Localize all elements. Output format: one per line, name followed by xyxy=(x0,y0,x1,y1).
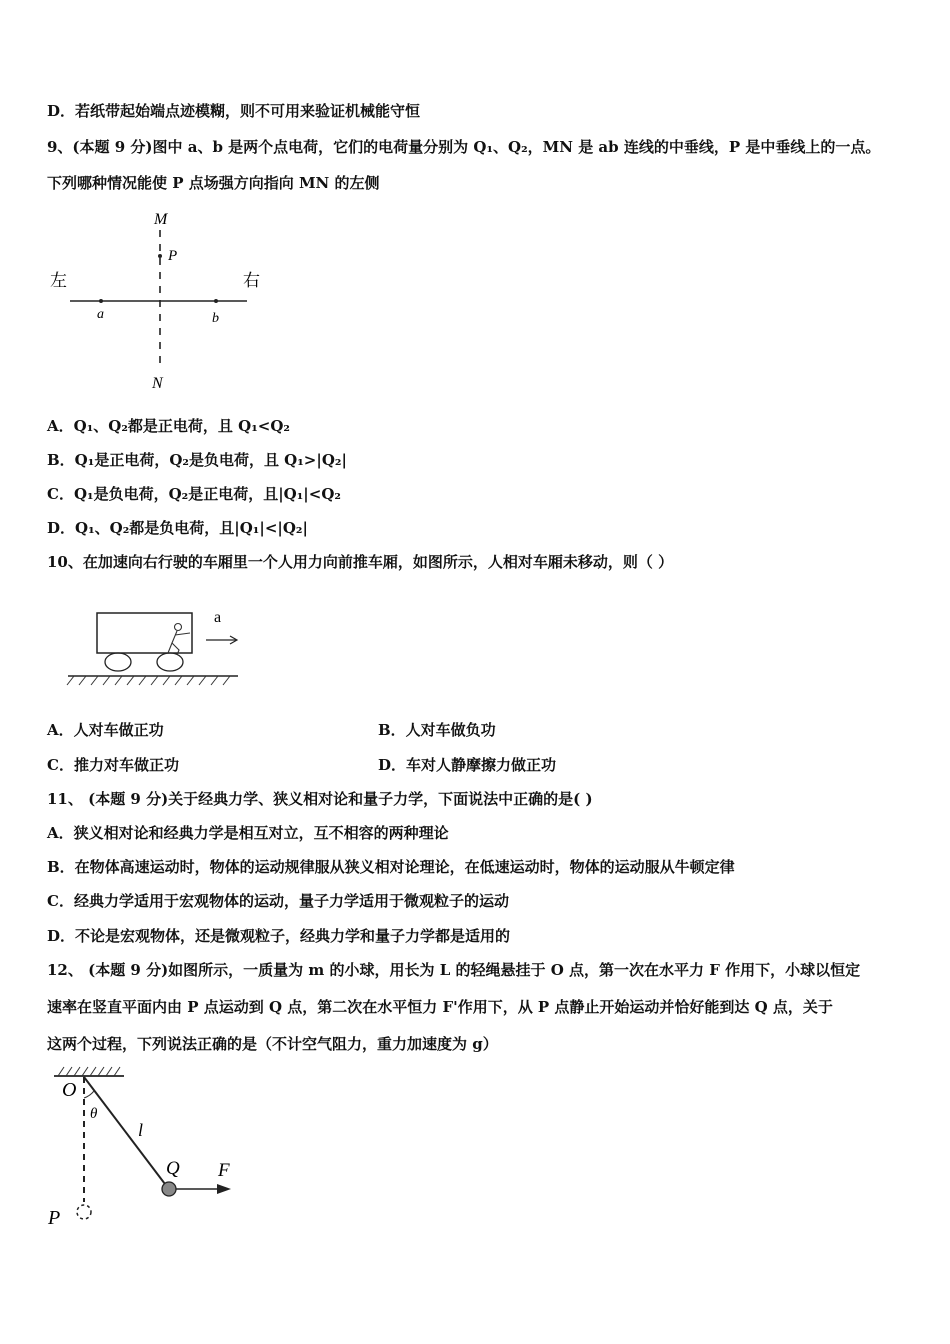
q12-label-p: P xyxy=(48,1207,61,1229)
q9-option-d: D．Q₁、Q₂都是负电荷，且|Q₁|<|Q₂| xyxy=(47,519,308,537)
q11-option-a: A．狭义相对论和经典力学是相互对立，互不相容的两种理论 xyxy=(47,824,449,842)
q9-point-b xyxy=(214,299,218,303)
q12-stem-line2: 速率在竖直平面内由 P 点运动到 Q 点，第二次在水平恒力 F'作用下，从 P 点静止开始运动并恰好能到达 Q 点，关于 xyxy=(47,998,833,1016)
q12-label-o: O xyxy=(62,1079,77,1101)
q12-rope xyxy=(84,1077,168,1188)
q10-wheel-front xyxy=(105,653,131,671)
q9-label-a: a xyxy=(97,307,104,322)
q9-stem-line2: 下列哪种情况能使 P 点场强方向指向 MN 的左侧 xyxy=(47,174,380,192)
q9-label-m: M xyxy=(154,211,168,228)
q10-label-a: a xyxy=(214,609,222,626)
q8-option-d: D．若纸带起始端点迹模糊，则不可用来验证机械能守恒 xyxy=(47,102,421,120)
q9-figure xyxy=(40,200,280,400)
q12-ball-q xyxy=(162,1182,176,1196)
q12-ball-p xyxy=(77,1205,91,1219)
q9-label-left: 左 xyxy=(50,271,67,291)
q10-ground-hatch xyxy=(67,676,230,685)
q12-force-arrowhead xyxy=(217,1184,231,1194)
q9-point-a xyxy=(99,299,103,303)
q10-person xyxy=(168,624,190,656)
q9-point-p xyxy=(158,254,162,258)
q12-stem-line3: 这两个过程，下列说法正确的是（不计空气阻力，重力加速度为 g） xyxy=(47,1035,498,1053)
q11-option-b: B．在物体高速运动时，物体的运动规律服从狭义相对论理论，在低速运动时，物体的运动服从牛顿定律 xyxy=(47,858,735,876)
q10-carriage xyxy=(97,613,192,653)
q11-option-c: C．经典力学适用于宏观物体的运动，量子力学适用于微观粒子的运动 xyxy=(47,892,509,910)
q12-label-q: Q xyxy=(166,1158,180,1179)
q10-option-d: D．车对人静摩擦力做正功 xyxy=(378,756,557,774)
q10-option-a: A．人对车做正功 xyxy=(47,721,164,739)
q12-label-l: l xyxy=(138,1120,144,1140)
q9-label-right: 右 xyxy=(243,271,260,291)
q9-stem-line1: 9、(本题 9 分)图中 a、b 是两个点电荷，它们的电荷量分别为 Q₁、Q₂，MN 是 ab 连线的中垂线，P 是中垂线上的一点。 xyxy=(47,138,881,156)
q10-figure xyxy=(60,595,250,690)
q10-stem: 10、在加速向右行驶的车厢里一个人用力向前推车厢，如图所示，人相对车厢未移动，则（ ） xyxy=(47,553,674,571)
q12-angle-arc xyxy=(84,1091,94,1098)
q11-option-d: D．不论是宏观物体，还是微观粒子，经典力学和量子力学都是适用的 xyxy=(47,927,511,945)
q12-figure xyxy=(40,1062,250,1237)
q12-ceiling-hatch xyxy=(58,1067,120,1076)
q10-wheel-rear xyxy=(157,653,183,671)
q12-stem-line1: 12、 (本题 9 分)如图所示，一质量为 m 的小球，用长为 L 的轻绳悬挂于 O 点，第一次在水平力 F 作用下，小球以恒定 xyxy=(47,961,861,979)
q9-option-b: B．Q₁是正电荷，Q₂是负电荷，且 Q₁>|Q₂| xyxy=(47,451,347,469)
q12-label-f: F xyxy=(218,1160,230,1181)
q9-option-a: A．Q₁、Q₂都是正电荷，且 Q₁<Q₂ xyxy=(47,417,290,435)
q9-label-n: N xyxy=(152,375,163,392)
q10-option-b: B．人对车做负功 xyxy=(378,721,496,739)
q9-label-p: P xyxy=(168,248,178,264)
q9-label-b: b xyxy=(212,311,219,326)
q10-option-c: C．推力对车做正功 xyxy=(47,756,179,774)
q11-stem: 11、 (本题 9 分)关于经典力学、狭义相对论和量子力学，下面说法中正确的是( ) xyxy=(47,790,593,808)
q12-label-theta: θ xyxy=(90,1106,98,1122)
q9-option-c: C．Q₁是负电荷，Q₂是正电荷，且|Q₁|<Q₂ xyxy=(47,485,341,503)
